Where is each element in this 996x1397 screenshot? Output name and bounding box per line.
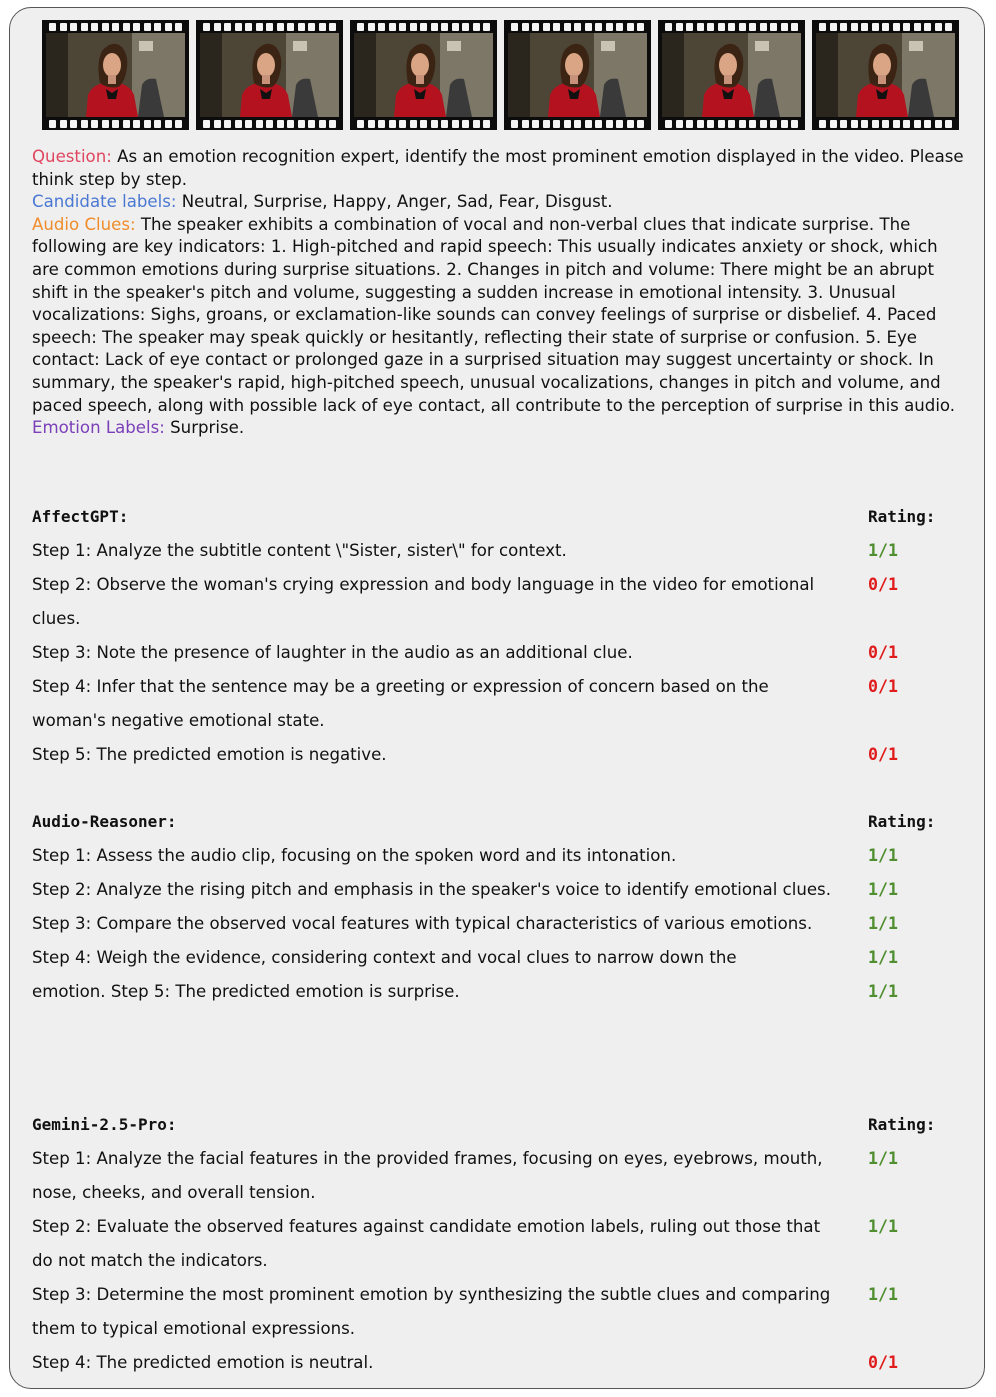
frame-image [662, 33, 801, 117]
step-text: Step 2: Evaluate the observed features against candidate emotion labels, ruling out those that do not match the indicators. [32, 1217, 821, 1270]
step-rating: 1/1 [868, 1149, 898, 1168]
video-frame-thumbnail [658, 20, 805, 130]
frame-image [46, 33, 185, 117]
step-rating: 0/1 [868, 1353, 898, 1372]
step-row [32, 534, 966, 568]
step-row [32, 568, 966, 636]
step-rating: 0/1 [868, 677, 898, 696]
video-frame-thumbnail [42, 20, 189, 130]
step-row [32, 1278, 966, 1346]
candidate-paragraph [32, 191, 966, 214]
step-rating: 1/1 [868, 1217, 898, 1236]
step-text: Step 1: Analyze the facial features in the provided frames, focusing on eyes, eyebrows, mouth, nose, cheeks, and overall tension. [32, 1149, 823, 1202]
step-rating: 1/1 [868, 1285, 898, 1304]
section-header [32, 1108, 966, 1142]
step-row [32, 636, 966, 670]
video-frame-thumbnail [196, 20, 343, 130]
step-text: Step 4: Weigh the evidence, considering context and vocal clues to narrow down the [32, 948, 737, 967]
section-header [32, 805, 966, 839]
video-frame-thumbnail [812, 20, 959, 130]
step-rating: 0/1 [868, 745, 898, 764]
section-gemini [32, 1108, 966, 1380]
step-row [32, 873, 966, 907]
section-affectgpt [32, 500, 966, 772]
step-rating: 1/1 [868, 880, 898, 899]
frame-image [200, 33, 339, 117]
model-name: Gemini-2.5-Pro: [32, 1115, 177, 1134]
frame-image [508, 33, 647, 117]
model-name: AffectGPT: [32, 507, 129, 526]
step-row [32, 1346, 966, 1380]
step-text: emotion. Step 5: The predicted emotion is surprise. [32, 982, 460, 1001]
step-row [32, 839, 966, 873]
step-rating: 1/1 [868, 541, 898, 560]
step-rating: 0/1 [868, 643, 898, 662]
emotion-paragraph [32, 417, 966, 440]
step-text: Step 1: Analyze the subtitle content \"Sister, sister\" for context. [32, 541, 567, 560]
step-row [32, 941, 966, 975]
question-paragraph [32, 146, 966, 191]
section-audio-reasoner [32, 805, 966, 1009]
step-rating: 1/1 [868, 846, 898, 865]
frame-image [354, 33, 493, 117]
model-name: Audio-Reasoner: [32, 812, 177, 831]
emotion-text: Surprise. [164, 418, 245, 438]
step-text: Step 5: The predicted emotion is negative. [32, 745, 387, 764]
step-row [32, 975, 966, 1009]
step-rating: 1/1 [868, 948, 898, 967]
candidate-text: Neutral, Surprise, Happy, Anger, Sad, Fear, Disgust. [176, 192, 613, 212]
step-text: Step 3: Note the presence of laughter in the audio as an additional clue. [32, 643, 633, 662]
rating-header: Rating: [868, 1115, 936, 1134]
question-label: Question: [32, 147, 112, 166]
step-text: Step 3: Compare the observed vocal features with typical characteristics of various emotions. [32, 914, 813, 933]
step-rating: 1/1 [868, 914, 898, 933]
audio-text: The speaker exhibits a combination of vocal and non-verbal clues that indicate surprise. The following are key indicators: 1. High-pitched and rapid speech: This usually indicates anxiety or shock, which are common emotions during surprise situations. 2. Changes in pitch and volume: There might be an abrupt shift in the speaker's pitch and volume, suggesting a sudden increase in emotional intensity. 3. Unusual vocalizations: Sighs, groans, or exclamation-like sounds can convey feelings of surprise or disbelief. 4. Paced speech: The speaker may speak quickly or hesitantly, reflecting their state of surprise or confusion. 5. Eye contact: Lack of eye contact or prolonged gaze in a surprised situation may suggest uncertainty or shock. In summary, the speaker's rapid, high-pitched speech, unusual vocalizations, changes in pitch and volume, and paced speech, along with possible lack of eye contact, all contribute to the perception of surprise in this audio. [32, 214, 956, 415]
step-row [32, 738, 966, 772]
frame-image [816, 33, 955, 117]
video-frame-thumbnail [504, 20, 651, 130]
rating-header: Rating: [868, 507, 936, 526]
step-rating: 0/1 [868, 575, 898, 594]
prompt-block [32, 146, 966, 440]
rating-header: Rating: [868, 812, 936, 831]
question-text: As an emotion recognition expert, identify the most prominent emotion displayed in the video. Please think step by step. [32, 147, 964, 189]
step-text: Step 4: Infer that the sentence may be a greeting or expression of concern based on the woman's negative emotional state. [32, 677, 769, 730]
section-header [32, 500, 966, 534]
step-row [32, 670, 966, 738]
step-row [32, 907, 966, 941]
emotion-label: Emotion Labels: [32, 418, 165, 438]
step-text: Step 3: Determine the most prominent emotion by synthesizing the subtle clues and comparing them to typical emotional expressions. [32, 1285, 831, 1338]
step-row [32, 1142, 966, 1210]
step-rating: 1/1 [868, 982, 898, 1001]
step-text: Step 4: The predicted emotion is neutral. [32, 1353, 374, 1372]
audio-label: Audio Clues: [32, 214, 136, 234]
audio-paragraph [32, 214, 966, 417]
step-text: Step 1: Assess the audio clip, focusing on the spoken word and its intonation. [32, 846, 677, 865]
step-text: Step 2: Analyze the rising pitch and emphasis in the speaker's voice to identify emotional clues. [32, 880, 831, 899]
video-frames-strip [42, 20, 959, 130]
step-text: Step 2: Observe the woman's crying expression and body language in the video for emotional clues. [32, 575, 815, 628]
figure-card [9, 7, 985, 1389]
video-frame-thumbnail [350, 20, 497, 130]
step-row [32, 1210, 966, 1278]
candidate-label: Candidate labels: [32, 192, 177, 212]
